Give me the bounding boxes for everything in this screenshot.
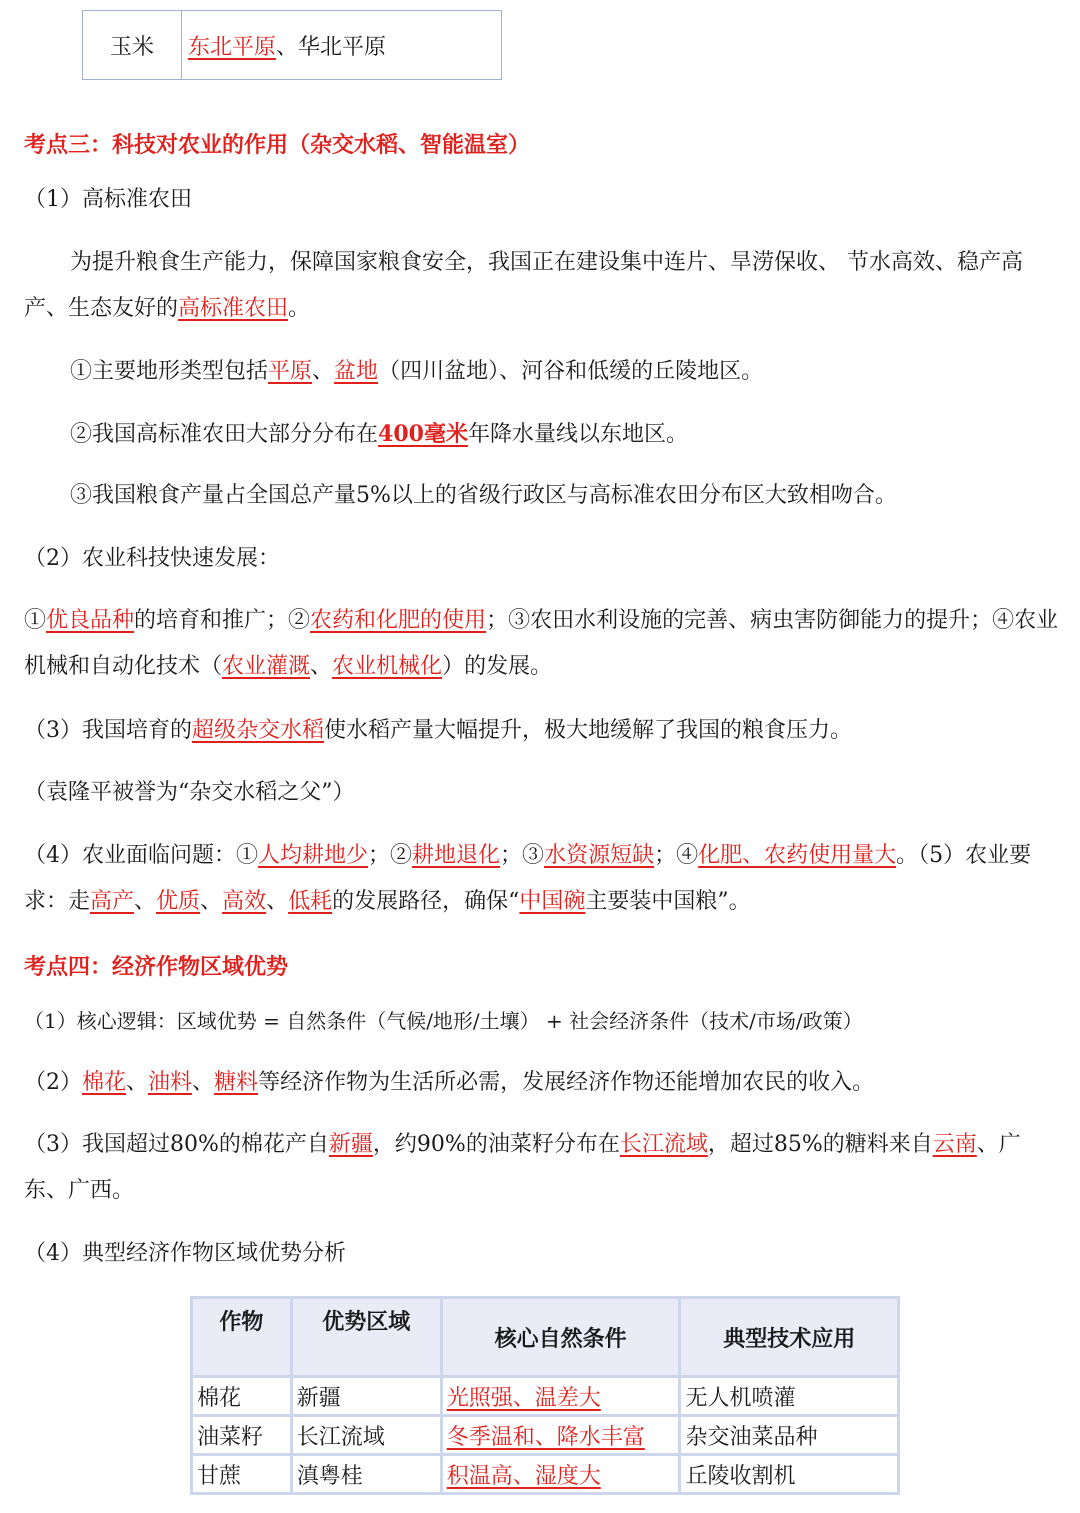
- p2-d: 、: [310, 654, 333, 679]
- s4p2-s1: 、: [126, 1070, 149, 1095]
- cell-crop: 油菜籽: [192, 1416, 292, 1455]
- p4-b: ；②: [368, 843, 413, 868]
- header-region: 优势区域: [291, 1298, 441, 1377]
- s4p2-k2: 油料: [148, 1070, 193, 1095]
- s4p2-k3: 糖料: [214, 1070, 259, 1095]
- cell-condition: [441, 1455, 680, 1494]
- separator: 、: [276, 34, 299, 60]
- p4-e: 。（5）农业要求：走: [24, 843, 1032, 914]
- s3-item3: ③我国粮食产量占全国总产量5%以上的省级行政区与高标准农田分布区大致相吻合。: [70, 483, 897, 508]
- s4p3-k2: 长江流域: [619, 1132, 708, 1157]
- p4-k8: 低耗: [288, 889, 333, 914]
- top-table-crop: 玉米: [83, 11, 182, 79]
- p4-f: 、: [134, 889, 157, 914]
- section3-heading: 考点三：科技对农业的作用（杂交水稻、智能温室）: [24, 133, 531, 158]
- s4p3-k1: 新疆: [328, 1132, 373, 1157]
- p1-key: 高标准农田: [178, 296, 289, 321]
- p3-b: 使水稻产量大幅提升，极大地缓解了我国的粮食压力。: [324, 718, 853, 743]
- s4-p4: （4）典型经济作物区域优势分析: [24, 1241, 346, 1266]
- s3-p3-note: （袁隆平被誉为“杂交水稻之父”）: [24, 780, 355, 805]
- p2-e: ）的发展。: [442, 654, 553, 679]
- s4p3-a: （3）我国超过80%的棉花产自: [24, 1132, 329, 1157]
- s3-p4: [24, 833, 1064, 925]
- s4p3-c: ，超过85%的糖料来自: [707, 1132, 933, 1157]
- s4p2-k1: 棉花: [82, 1070, 127, 1095]
- p2-a: ①: [24, 608, 47, 633]
- p4-k9: 中国碗: [519, 889, 586, 914]
- cell-region: 新疆: [291, 1377, 441, 1416]
- cell-condition: [441, 1416, 680, 1455]
- i1-b: （四川盆地）、河谷和低缓的丘陵地区。: [378, 359, 764, 384]
- cell-region: 滇粤桂: [291, 1455, 441, 1494]
- table-header-row: [192, 1298, 899, 1377]
- p3-k: 超级杂交水稻: [192, 718, 325, 743]
- s3-p2-text: [24, 598, 1064, 690]
- top-table-regions: [182, 11, 501, 79]
- i1-s: 、: [312, 359, 335, 384]
- p4-i: 的发展路径，确保“: [332, 889, 520, 914]
- p2-k4: 农业机械化: [332, 654, 443, 679]
- header-tech: 典型技术应用: [680, 1298, 899, 1377]
- p4-h: 、: [266, 889, 289, 914]
- i2-a: ②我国高标准农田大部分分布在: [70, 422, 379, 447]
- p2-b: 的培育和推广；②: [134, 608, 311, 633]
- cell-region: 长江流域: [291, 1416, 441, 1455]
- p1-end: 。: [288, 296, 311, 321]
- i1-k2: 盆地: [334, 359, 379, 384]
- header-condition: 核心自然条件: [441, 1298, 680, 1377]
- cell-tech: 无人机喷灌: [680, 1377, 899, 1416]
- section4-heading: 考点四：经济作物区域优势: [24, 955, 289, 980]
- table-row: [192, 1416, 899, 1455]
- top-table: [82, 10, 502, 80]
- cell-condition: [441, 1377, 680, 1416]
- i1-k1: 平原: [268, 359, 313, 384]
- s4p3-k3: 云南: [932, 1132, 977, 1157]
- i2-b: 年降水量线以东地区。: [467, 422, 688, 447]
- p4-k7: 高效: [222, 889, 267, 914]
- s4p3-d: 、广东、广西。: [24, 1132, 1021, 1203]
- s4p3-b: ，约90%的油菜籽分布在: [372, 1132, 620, 1157]
- s3-p1-text: [24, 240, 1064, 332]
- s3-item1: [70, 349, 1064, 395]
- p4-a: （4）农业面临问题：①: [24, 843, 258, 868]
- s3-p2-title: （2）农业科技快速发展：: [24, 546, 280, 571]
- s4-p2: [24, 1060, 1064, 1106]
- region-a: 东北平原: [188, 34, 277, 60]
- p4-k5: 高产: [90, 889, 135, 914]
- p2-c: ；③农田水利设施的完善、病虫害防御能力的提升；④农业机械和自动化技术（: [24, 608, 1059, 679]
- s3-p3: [24, 708, 1064, 754]
- p4-k1: 人均耕地少: [258, 843, 369, 868]
- s4-p1: （1）核心逻辑：区域优势 = 自然条件（气候/地形/土壤） + 社会经济条件（技术/市场/政策）: [24, 1009, 863, 1033]
- table-row: [192, 1377, 899, 1416]
- crop-region-table: [190, 1296, 900, 1495]
- header-crop: 作物: [192, 1298, 292, 1377]
- p4-d: ；④: [654, 843, 699, 868]
- s4p2-s2: 、: [192, 1070, 215, 1095]
- s3-item2: [70, 411, 1064, 458]
- p4-c: ；③: [500, 843, 545, 868]
- condition-text: 光照强、温差大: [446, 1385, 601, 1411]
- p4-k3: 水资源短缺: [544, 843, 655, 868]
- p2-k1: 优良品种: [46, 608, 135, 633]
- p4-j: 主要装中国粮”。: [585, 889, 751, 914]
- p4-k6: 优质: [156, 889, 201, 914]
- p2-k3: 农业灌溉: [222, 654, 311, 679]
- s4-p3: [24, 1122, 1064, 1214]
- i2-k: 400毫米: [378, 421, 468, 447]
- p1-text: 为提升粮食生产能力，保障国家粮食安全，我国正在建设集中连片、旱涝保收、 节水高效、稳产高产、生态友好的: [24, 250, 1023, 321]
- s4p2-b: 等经济作物为生活所必需，发展经济作物还能增加农民的收入。: [258, 1070, 875, 1095]
- condition-text: 冬季温和、降水丰富: [446, 1424, 645, 1450]
- cell-crop: 甘蔗: [192, 1455, 292, 1494]
- table-row: [192, 1455, 899, 1494]
- s3-p1-title: （1）高标准农田: [24, 187, 192, 212]
- i1-a: ①主要地形类型包括: [70, 359, 269, 384]
- p4-k4: 化肥、农药使用量大: [698, 843, 897, 868]
- cell-tech: 丘陵收割机: [680, 1455, 899, 1494]
- s4p2-a: （2）: [24, 1070, 82, 1095]
- condition-text: 积温高、湿度大: [446, 1463, 601, 1489]
- cell-crop: 棉花: [192, 1377, 292, 1416]
- p4-k2: 耕地退化: [412, 843, 501, 868]
- region-b: 华北平原: [298, 34, 387, 60]
- cell-tech: 杂交油菜品种: [680, 1416, 899, 1455]
- p4-g: 、: [200, 889, 223, 914]
- p3-a: （3）我国培育的: [24, 718, 192, 743]
- p2-k2: 农药和化肥的使用: [310, 608, 487, 633]
